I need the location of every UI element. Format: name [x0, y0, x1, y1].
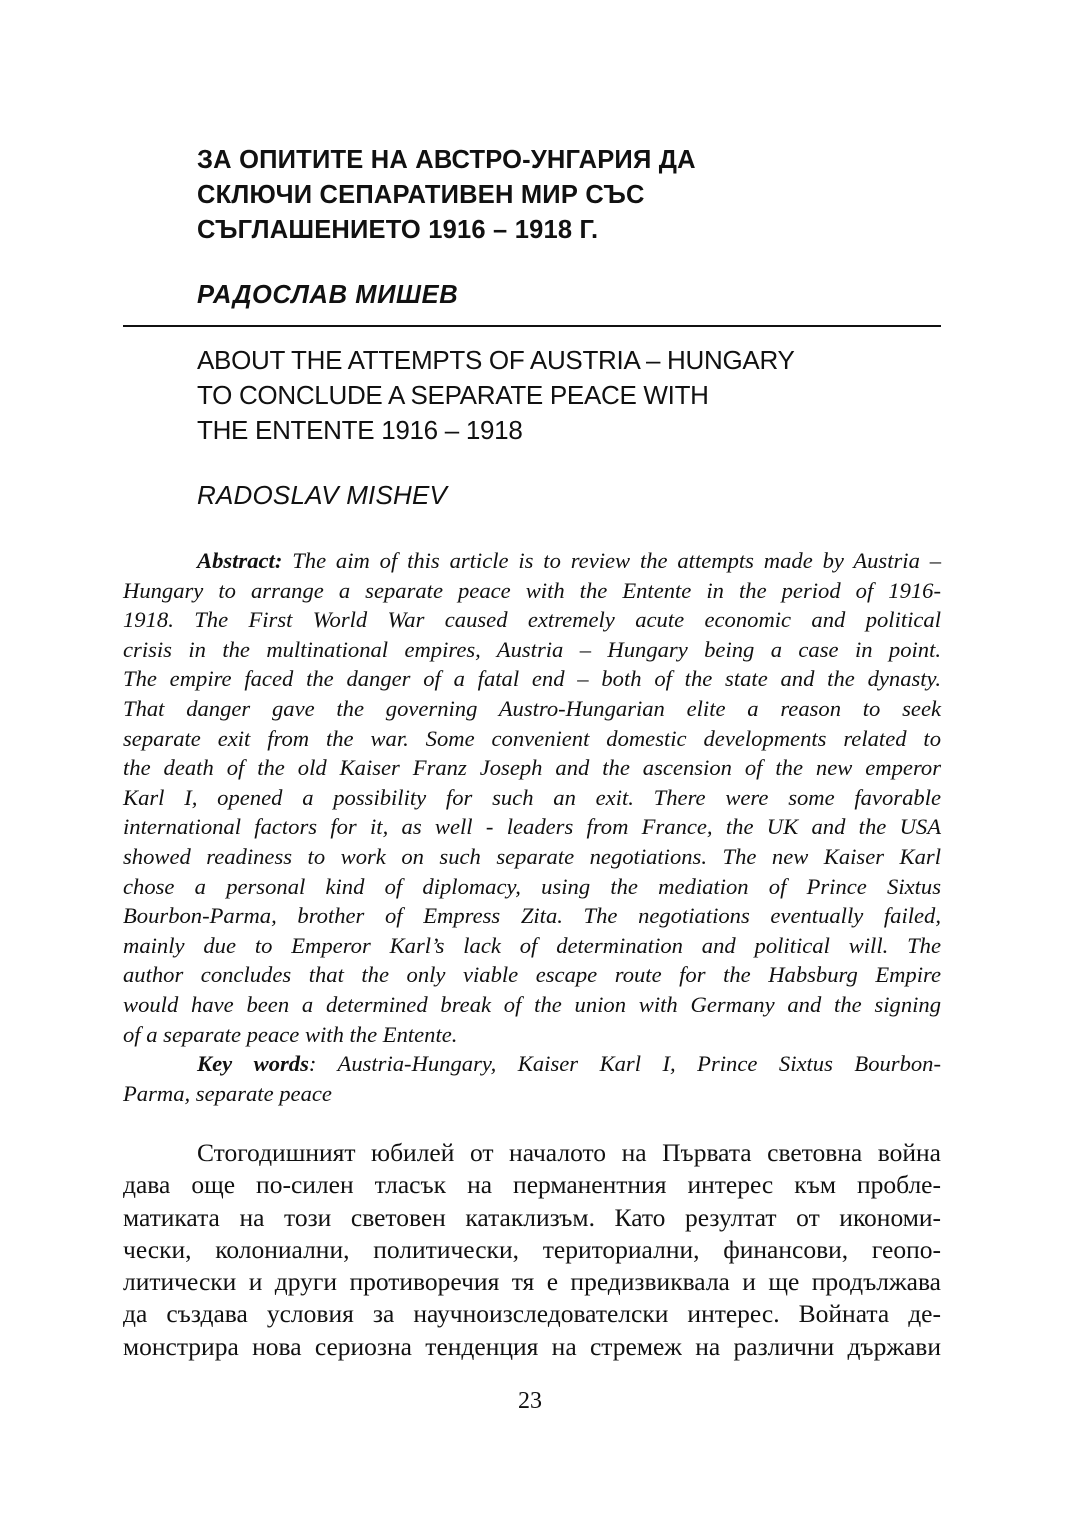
title-line: TO CONCLUDE A SEPARATE PEACE WITH: [197, 380, 709, 410]
abstract-line: chose a personal kind of diplomacy, using the mediation of Prince Sixtus: [123, 873, 941, 899]
abstract-line: of a separate peace with the Entente.: [123, 1021, 458, 1047]
author-name-bulgarian: РАДОСЛАВ МИШЕВ: [197, 281, 459, 309]
abstract-line: 1918. The First World War caused extremely acute economic and political: [123, 607, 941, 633]
abstract-line: showed readiness to work on such separate negotiations. The new Kaiser Karl: [123, 843, 941, 869]
body-line: чески, колониални, политически, териториални, финансови, геопо-: [123, 1234, 941, 1264]
keywords-line: Key words: Austria-Hungary, Kaiser Karl I, Prince Sixtus Bourbon-: [197, 1051, 941, 1077]
article-title-english: [197, 343, 897, 448]
abstract-block: [123, 546, 941, 1108]
abstract-line: the death of the old Kaiser Franz Joseph and the ascension of the new emperor: [123, 755, 941, 781]
body-line: да създава условия за научноизследователски интерес. Войната де-: [123, 1299, 941, 1329]
abstract-line: international factors for it, as well - leaders from France, the UK and the USA: [123, 814, 941, 840]
abstract-line: would have been a determined break of the union with Germany and the signing: [123, 991, 941, 1017]
abstract-line: separate exit from the war. Some convenient domestic developments related to: [123, 725, 941, 751]
title-line: СКЛЮЧИ СЕПАРАТИВЕН МИР СЪС: [197, 181, 645, 209]
abstract-line: That danger gave the governing Austro-Hungarian elite a reason to seek: [123, 695, 941, 721]
article-title-bulgarian: [197, 143, 897, 248]
body-paragraph: [123, 1137, 941, 1363]
abstract-line: crisis in the multinational empires, Austria – Hungary being a case in point.: [123, 636, 941, 662]
abstract-line: Bourbon-Parma, brother of Empress Zita. The negotiations eventually failed,: [123, 903, 941, 929]
body-line: литически и други противоречия тя е предизвиквала и ще продължава: [123, 1267, 941, 1297]
abstract-line: author concludes that the only viable escape route for the Habsburg Empire: [123, 962, 941, 988]
author-name-english: RADOSLAV MISHEV: [197, 480, 448, 510]
body-line: монстрира нова сериозна тенденция на стремеж на различни държави: [123, 1331, 941, 1361]
body-line: Стогодишният юбилей от началото на Първата световна война: [197, 1138, 941, 1167]
page-number: 23: [518, 1388, 542, 1414]
title-line: ABOUT THE ATTEMPTS OF AUSTRIA – HUNGARY: [197, 345, 795, 375]
abstract-line: Hungary to arrange a separate peace with the Entente in the period of 1916-: [123, 577, 941, 603]
horizontal-divider: [123, 325, 941, 327]
title-line: ЗА ОПИТИТЕ НА АВСТРО-УНГАРИЯ ДА: [197, 146, 696, 174]
body-line: матиката на този световен катаклизъм. Като резултат от икономи-: [123, 1202, 941, 1232]
abstract-line: Abstract: The aim of this article is to review the attempts made by Austria –: [197, 548, 941, 573]
title-line: СЪГЛАШЕНИЕТО 1916 – 1918 Г.: [197, 216, 599, 244]
body-line: дава още по-силен тласък на перманентния интерес към пробле-: [123, 1170, 941, 1200]
abstract-label: Abstract:: [197, 548, 283, 573]
abstract-line: Karl I, opened a possibility for such an exit. There were some favorable: [123, 784, 941, 810]
keywords-label: Key words: [197, 1051, 309, 1077]
abstract-line: The empire faced the danger of a fatal end – both of the state and the dynasty.: [123, 666, 941, 692]
abstract-line: mainly due to Emperor Karl’s lack of determination and political will. The: [123, 932, 941, 958]
title-line: THE ENTENTE 1916 – 1918: [197, 415, 523, 445]
keywords-line: Parma, separate peace: [123, 1080, 332, 1106]
